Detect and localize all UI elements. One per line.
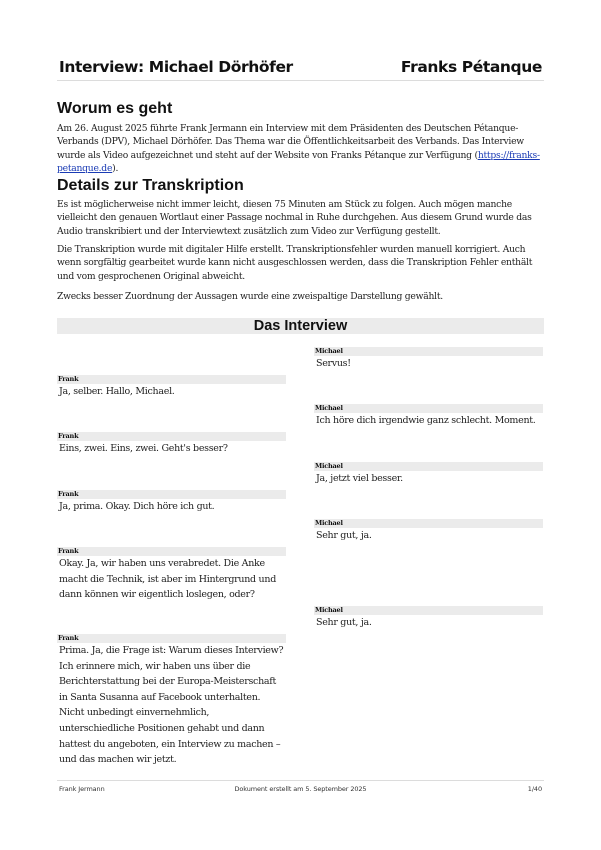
speaker-label: Frank [57, 375, 286, 384]
speaker-label: Michael [314, 462, 543, 471]
interview-turn [57, 634, 286, 768]
interview-turn [314, 347, 543, 372]
utterance: Okay. Ja, wir haben uns verabredet. Die Anke macht die Technik, ist aber im Hintergrund und dann können wir eigentlich loslegen, oder? [59, 558, 276, 601]
interview-heading: Das Interview [57, 318, 544, 334]
about-text-end: ). [112, 162, 119, 174]
document-title: Interview: Michael Dörhöfer [59, 58, 293, 76]
speaker-label: Michael [314, 519, 543, 528]
interview-turn [57, 375, 286, 400]
utterance: Ich höre dich irgendwie ganz schlecht. Moment. [316, 415, 536, 426]
section-heading-transcription: Details zur Transkription [57, 177, 244, 194]
utterance: Servus! [316, 358, 351, 369]
speaker-label: Michael [314, 606, 543, 615]
utterance: Sehr gut, ja. [316, 530, 372, 541]
footer-author: Frank Jermann [59, 785, 105, 793]
speaker-label: Frank [57, 547, 286, 556]
page-footer [57, 780, 544, 793]
utterance: Ja, jetzt viel besser. [316, 473, 403, 484]
utterance: Prima. Ja, die Frage ist: Warum dieses Interview? Ich erinnere mich, wir haben uns über die Berichterstattung bei der Europa-Meisterschaft in Santa Susanna auf Facebook unterhalten. Nicht unbedingt einvernehmlich, unterschiedliche Positionen gehabt und dann hattest du angeboten, ein Interview zu machen – und das machen wir jetzt. [59, 645, 284, 766]
interview-turn [314, 462, 543, 487]
website-link[interactable]: https://franks-petanque.de [57, 149, 540, 174]
interview-turn [57, 432, 286, 457]
transcription-paragraph-3: Zwecks besser Zuordnung der Aussagen wurde eine zweispaltige Darstellung gewählt. [57, 291, 443, 302]
transcription-paragraph-1: Es ist möglicherweise nicht immer leicht, diesen 75 Minuten am Stück zu folgen. Auch mögen manche vielleicht den genauen Wortlaut einer Passage nochmal in Ruhe durchgehen. Aus diesem Grund wurde das Audio transkribiert und der Interviewtext zusätzlich zum Video zur Verfügung gestellt. [57, 199, 532, 237]
interview-turn [57, 547, 286, 603]
speaker-label: Frank [57, 490, 286, 499]
speaker-label: Michael [314, 347, 543, 356]
speaker-label: Frank [57, 634, 286, 643]
about-paragraph [57, 122, 547, 175]
footer-created-date: Dokument erstellt am 5. September 2025 [234, 785, 367, 793]
utterance: Eins, zwei. Eins, zwei. Geht's besser? [59, 443, 228, 454]
speaker-label: Michael [314, 404, 543, 413]
interview-turn [314, 519, 543, 544]
interview-turn [57, 490, 286, 515]
brand-name: Franks Pétanque [400, 58, 542, 76]
interview-turn [314, 404, 543, 429]
speaker-label: Frank [57, 432, 286, 441]
utterance: Ja, selber. Hallo, Michael. [59, 386, 175, 397]
utterance: Ja, prima. Okay. Dich höre ich gut. [59, 501, 215, 512]
interview-turn [314, 606, 543, 631]
page-header [57, 58, 544, 81]
page-number: 1/40 [527, 785, 542, 793]
about-text: Am 26. August 2025 führte Frank Jermann ein Interview mit dem Präsidenten des Deutschen Pétanque-Verbands (DPV), Michael Dörhöfer. Das Thema war die Öffentlichkeitsarbeit des Verbands. Das Interview wurde als Video aufgezeichnet und steht auf der Website von Franks Pétanque zur Verfügung ( [57, 123, 524, 161]
section-heading-about: Worum es geht [57, 100, 173, 117]
transcription-paragraph-2: Die Transkription wurde mit digitaler Hilfe erstellt. Transkriptionsfehler wurden manuell korrigiert. Auch wenn sorgfältig gearbeitet wurde kann nicht ausgeschlossen werden, dass die Transkription Fehler enthält und vom gesprochenen Original abweicht. [57, 244, 533, 282]
utterance: Sehr gut, ja. [316, 617, 372, 628]
